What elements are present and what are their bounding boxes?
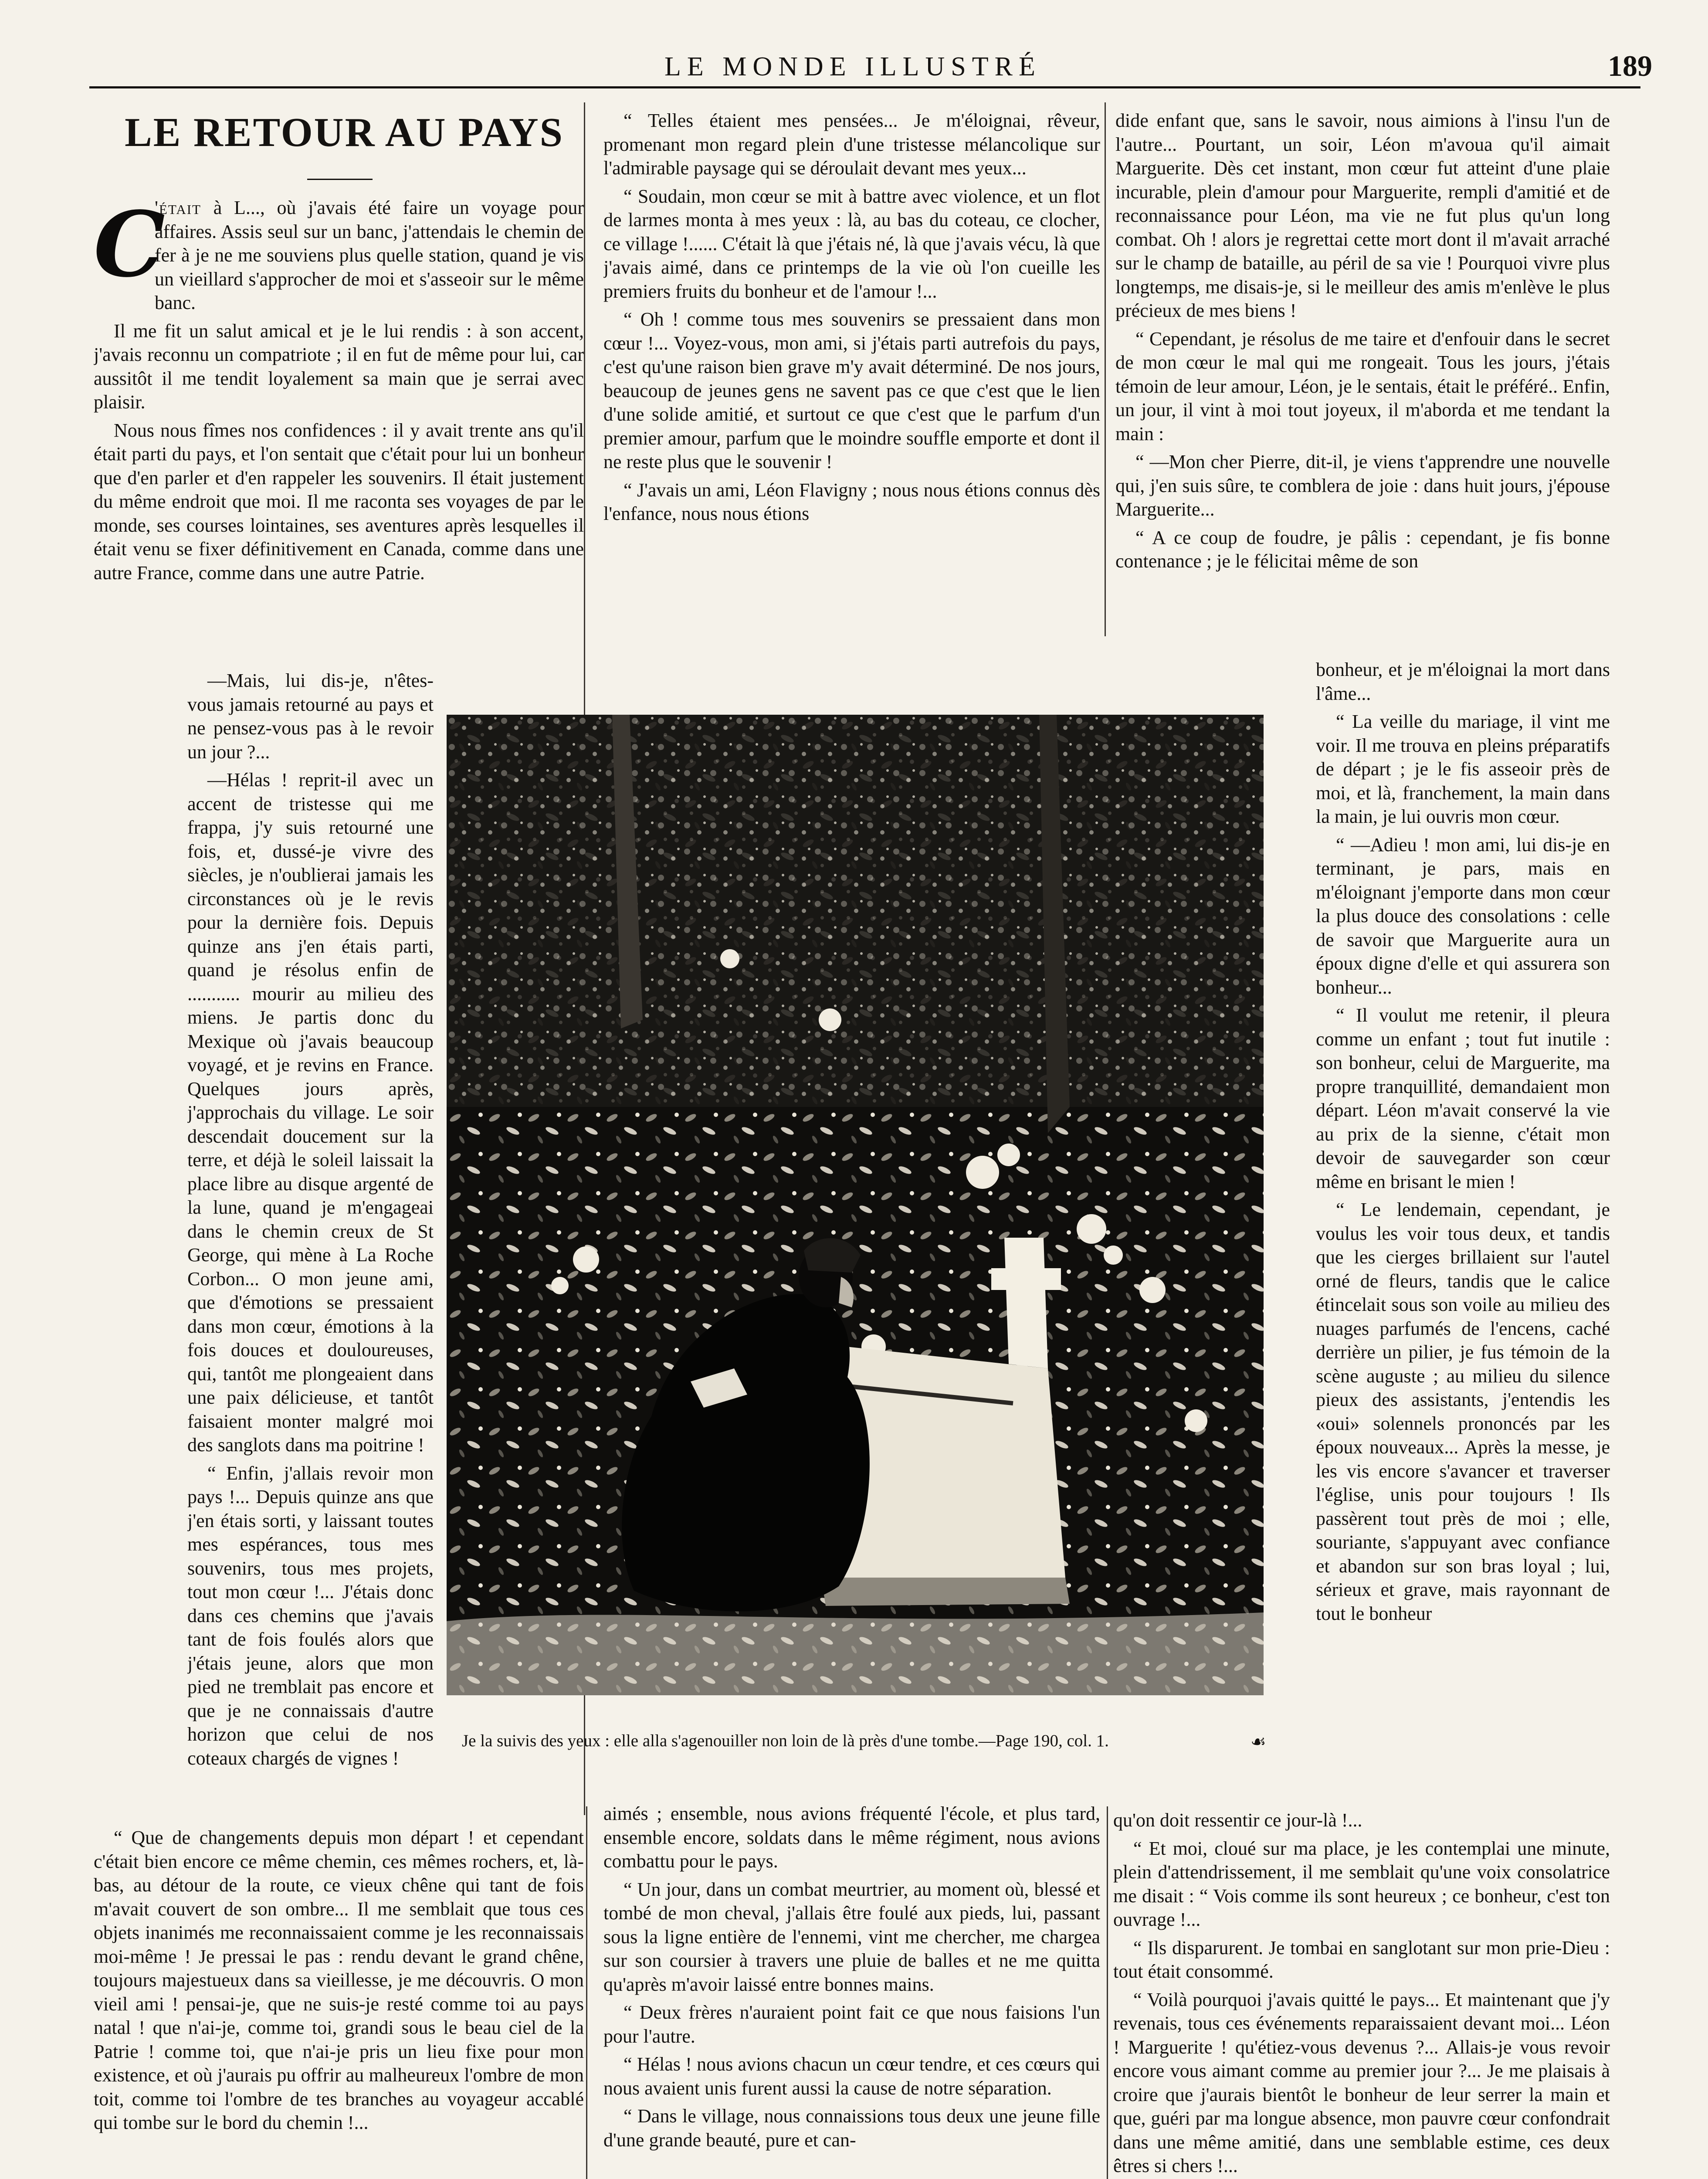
illustration-caption: Je la suivis des yeux : elle alla s'agenouiller non loin de là près d'une tombe.—Page 190, col. 1. [462,1731,1109,1750]
column-3-bottom [1113,1809,1610,2179]
opening-paragraph [94,196,584,315]
paragraph: —Mais, lui dis-je, n'êtes-vous jamais retourné au pays et ne pensez-vous pas à le revoir un jour ?... [187,670,434,763]
paragraph: “ Enfin, j'allais revoir mon pays !... Depuis quinze ans que j'en étais sorti, y laissant toutes mes espérances, tous mes souvenirs, tous mes projets, tout mon cœur !... J'étais donc dans ces chemins que j'avais tant de fois foulés alors que j'étais jeune, alors que mon pied ne tremblait pas encore et que je ne connaissais d'autre horizon que celui de nos coteaux chargés de vignes ! [187,1462,434,1769]
paragraph: “ Cependant, je résolus de me taire et d'enfouir dans le secret de mon cœur le mal qui me rongeait. Tous les jours, j'étais témoin de leur amour, Léon, je le sentais, était le préféré.. Enfin, un jour, il vint à moi tout joyeux, il m'aborda et me tendant la main : [1115,328,1610,445]
engraving-illustration [447,715,1264,1695]
paragraph: —Hélas ! reprit-il avec un accent de tristesse qui me frappa, j'y suis retourné une fois, et, dussé-je vivre des siècles, je n'oublierai jamais les circonstances où je le revis pour la dernière fois. Depuis quinze ans j'en étais parti, quand je résolus enfin de ........... mourir au milieu des miens. Je partis donc du Mexique où j'avais beaucoup voyagé, et je revins en France. Quelques jours après, j'approchais du village. Le soir descendait doucement sur la terre, et déjà le soleil laissait la place libre au disque argenté de la lune, quand je m'engageai dans le chemin creux de St George, qui mène à La Roche Corbon... O mon jeune ami, que d'émotions se pressaient dans mon cœur, émotions à la fois douces et douloureuses, qui, tantôt me plongeaient dans une paix délicieuse, et tantôt faisaient monter malgré moi des sanglots dans ma poitrine ! [187,769,434,1456]
paragraph: “ Hélas ! nous avions chacun un cœur tendre, et ces cœurs qui nous avaient unis furent aussi la cause de notre séparation. [603,2053,1100,2099]
paragraph: “ —Adieu ! mon ami, lui dis-je en terminant, je pars, mais en m'éloignant j'emporte dans mon cœur la plus douce des consolations : celle de savoir que Marguerite aura un époux digne d'elle et qui assurera son bonheur... [1316,834,1610,998]
engraver-mark: ☙ [1250,1732,1266,1752]
article-title: LE RETOUR AU PAYS [125,110,564,155]
column-1-top [94,196,584,667]
paragraph: “ Que de changements depuis mon départ ! et cependant c'était bien encore ce même chemin, ces mêmes rochers, et, là-bas, au détour de la route, ce vieux chêne qui tant de fois m'avait couvert de son ombre... Il me semblait que tous ces objets inanimés me reconnaissaient comme je les reconnaissais moi-même ! Je pressai le pas : rendu devant le grand chêne, toujours majestueux dans sa vieillesse, je me découvris. O mon vieil ami ! pensai-je, que ne suis-je resté comme toi au pays natal ! que n'ai-je, comme toi, grandi sous le beau ciel de la Patrie ! comme toi, que n'ai-je pris un lieu fixe pour mon existence, et où j'aurais pu offrir au malheureux l'ombre de mon toit, comme toi l'ombre de tes branches au voyageur accablé qui tombe sur le bord du chemin !... [94,1827,584,2133]
paragraph: Nous nous fîmes nos confidences : il y avait trente ans qu'il était parti du pays, et l'on sentait que c'était pour lui un bonheur que d'en parler et d'en rappeler les souvenirs. Il était justement du même endroit que moi. Il me raconta ses voyages de par le monde, ses courses lointaines, ses aventures après lesquelles il était venu se fixer définitivement en Canada, comme dans une autre France, comme dans une autre Patrie. [94,419,584,584]
paragraph: dide enfant que, sans le savoir, nous aimions à l'insu l'un de l'autre... Pourtant, un soir, Léon m'avoua qu'il aimait Marguerite. Dès cet instant, mon cœur fut atteint d'une plaie incurable, plein d'amour pour Marguerite, rempli d'amitié et de reconnaissance pour Léon, ma vie ne fut plus qu'un long combat. Oh ! alors je regrettai cette mort dont il m'avait arraché sur le champ de bataille, au péril de sa vie ! Pourquoi vivre plus longtemps, me disais-je, si le meilleur des amis m'enlève le plus précieux de mes biens ! [1115,110,1610,321]
paragraph: “ Le lendemain, cependant, je voulus les voir tous deux, et tandis que les cierges brillaient sur l'autel orné de fleurs, tandis que le calice étincelait sous son voile au milieu des nuages parfumés de l'encens, caché derrière un pilier, je fus témoin de la scène auguste ; au milieu du silence pieux des assistants, j'entendis les «oui» solennels prononcés par les époux nouveaux... Après la messe, je les vis encore s'avancer et traverser l'église, unis pour toujours ! Ils passèrent tout près de moi ; elle, souriante, s'appuyant avec confiance et abandon sur son bras loyal ; lui, sérieux et grave, mais rayonnant de tout le bonheur [1316,1199,1610,1624]
paragraph: “ J'avais un ami, Léon Flavigny ; nous nous étions connus dès l'enfance, nous nous étions [603,479,1100,524]
opening-word: 'était [155,197,201,218]
header-rule [89,86,1640,88]
column-rule-right-top [1105,102,1106,636]
paragraph: qu'on doit ressentir ce jour-là !... [1113,1809,1362,1831]
opening-text: à L..., où j'avais été faire un voyage pour affaires. Assis seul sur un banc, j'attendais le chemin de fer à je ne me souviens plus quelle station, quand je vis un vieillard s'approcher de moi et s'asseoir sur le même banc. [155,197,584,313]
paragraph: “ —Mon cher Pierre, dit-il, je viens t'apprendre une nouvelle qui, j'en suis sûre, te comblera de joie : dans huit jours, j'épouse Marguerite... [1115,451,1610,520]
title-rule [307,179,373,180]
column-rule-right-bottom [1107,1806,1108,2179]
paragraph: “ Soudain, mon cœur se mit à battre avec violence, et un flot de larmes monta à mes yeux : là, au bas du coteau, ce clocher, ce village !...... C'était là que j'étais né, là que j'avais vécu, là que j'avais aimé, dans ce printemps de la vie où l'on cueille les premiers fruits du bonheur et de l'amour !... [603,185,1100,302]
running-title: LE MONDE ILLUSTRÉ [664,52,1041,81]
paragraph: “ Ils disparurent. Je tombai en sanglotant sur mon prie-Dieu : tout était consommé. [1113,1937,1610,1982]
paragraph: “ A ce coup de foudre, je pâlis : cependant, je fis bonne contenance ; je le félicitai même de son [1115,526,1610,572]
paragraph: “ Il voulut me retenir, il pleura comme un enfant ; tout fut inutile : son bonheur, celui de Marguerite, ma propre tranquillité, demandaient mon départ. Léon m'avait conservé la vie au prix de la sienne, c'était mon devoir de sauvegarder son cœur même en brisant le mien ! [1316,1005,1610,1192]
drop-cap: C [94,196,165,297]
column-3-top [1115,109,1610,660]
column-2-bottom [603,1802,1100,2179]
paragraph: “ Et moi, cloué sur ma place, je les contemplai une minute, plein d'attendrissement, il me semblait qu'une voix consolatrice me disait : “ Vois comme ils sont heureux ; ce bonheur, c'est ton ouvrage !... [1113,1837,1610,1930]
column-1-bottom [94,1826,584,2179]
paragraph: “ Telles étaient mes pensées... Je m'éloignai, rêveur, promenant mon regard plein d'une tristesse mélancolique sur l'admirable paysage qui se déroulait devant mes yeux... [603,110,1100,179]
paragraph: “ Dans le village, nous connaissions tous deux une jeune fille d'une grande beauté, pure et can- [603,2105,1100,2151]
column-3-narrow [1316,658,1610,1824]
paragraph: “ Deux frères n'auraient point fait ce que nous faisions l'un pour l'autre. [603,2002,1100,2047]
paragraph: Il me fit un salut amical et je le lui rendis : à son accent, j'avais reconnu un compatriote ; il en fut de même pour lui, car aussitôt il me tendit loyalement sa main que je serrai avec plaisir. [94,320,584,413]
paragraph: bonheur, et je m'éloignai la mort dans l'âme... [1316,659,1610,704]
garden-tomb-engraving [447,715,1264,1695]
page-number: 189 [1608,49,1652,82]
column-rule-left-bottom [586,1806,587,2179]
paragraph: “ Voilà pourquoi j'avais quitté le pays... Et maintenant que j'y revenais, tous ces événements reparaissaient devant moi... Léon ! Marguerite ! qu'étiez-vous devenus ?... Allais-je vous revoir encore vous aimant comme au premier jour ?... Je me plaisais à croire que j'aurais bientôt le bonheur de leur serrer la main et que, guéri par ma longue absence, mon pauvre cœur confondrait dans une même amitié, dans une semblable estime, ces deux êtres si chers !... [1113,1989,1610,2176]
paragraph: “ La veille du mariage, il vint me voir. Il me trouva en pleins préparatifs de départ ; je le fis asseoir près de moi, et là, franchement, la main dans la main, je lui ouvris mon cœur. [1316,711,1610,827]
paragraph: aimés ; ensemble, nous avions fréquenté l'école, et plus tard, ensemble encore, soldats dans le même régiment, nous avions combattu pour le pays. [603,1803,1100,1872]
paragraph: “ Oh ! comme tous mes souvenirs se pressaient dans mon cœur !... Voyez-vous, mon ami, si j'étais parti autrefois du pays, c'est qu'une raison bien grave m'y avait déterminé. De nos jours, beaucoup de jeunes gens ne savent pas ce que c'est que le lien d'une solide amitié, et surtout ce que c'est que le parfum d'un premier amour, parfum que le moindre souffle emporte et dont il ne reste plus que le souvenir ! [603,309,1100,472]
paragraph: “ Un jour, dans un combat meurtrier, au moment où, blessé et tombé de mon cheval, j'allais être foulé aux pieds, lui, passant sous la ligne entière de l'ennemi, vint me chercher, me chargea sur son coursier à travers une pluie de balles et ne me quitta qu'après m'avoir laissé entre bonnes mains. [603,1878,1100,1995]
column-2-top [603,109,1100,636]
column-1-narrow [187,669,434,1843]
